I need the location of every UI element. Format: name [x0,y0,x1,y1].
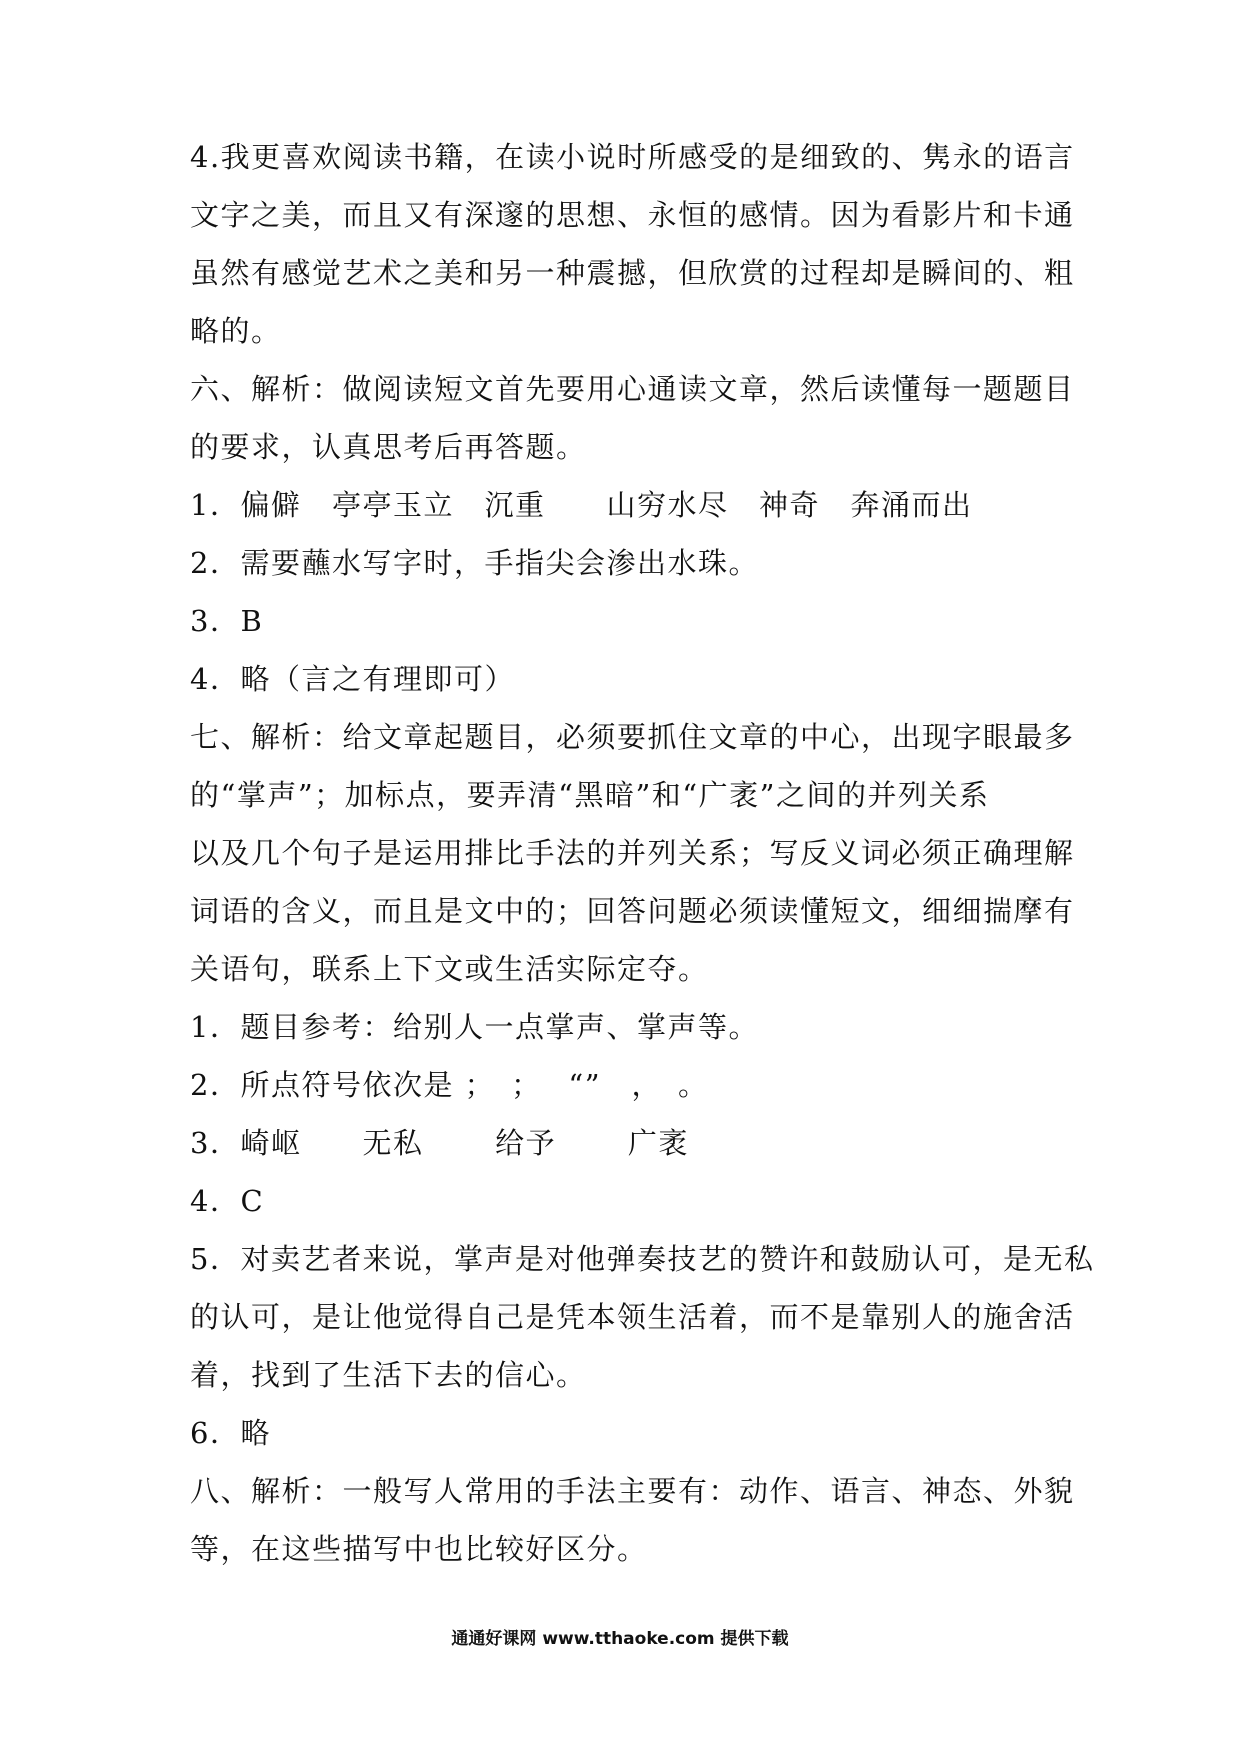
answer-line: 2．需要蘸水写字时，手指尖会渗出水珠。 [190,546,759,580]
answer-line: 3．B [190,604,264,638]
answer-line: 1．偏僻 亭亭玉立 沉重 山穷水尽 神奇 奔涌而出 [190,488,973,522]
answer-line: 4．略（言之有理即可） [190,662,515,696]
answer-line: 4．C [190,1184,265,1218]
text-line: 以及几个句子是运用排比手法的并列关系；写反义词必须正确理解 [190,836,1075,870]
document-body [190,128,1095,1578]
text-line: 文字之美，而且又有深邃的思想、永恒的感情。因为看影片和卡通 [190,198,1075,232]
answer-line: 5．对卖艺者来说，掌声是对他弹奏技艺的赞许和鼓励认可，是无私 [190,1242,1095,1276]
section-heading-eight: 八、解析：一般写人常用的手法主要有：动作、语言、神态、外貌 [190,1474,1075,1508]
section-heading-six: 六、解析：做阅读短文首先要用心通读文章，然后读懂每一题题目 [190,372,1075,406]
text-line: 的认可，是让他觉得自己是凭本领生活着，而不是靠别人的施舍活 [190,1300,1075,1334]
text-line: 4.我更喜欢阅读书籍，在读小说时所感受的是细致的、隽永的语言 [190,140,1075,174]
answer-line: 1．题目参考：给别人一点掌声、掌声等。 [190,1010,759,1044]
text-line: 关语句，联系上下文或生活实际定夺。 [190,952,709,986]
text-line: 的“掌声”；加标点，要弄清“黑暗”和“广袤”之间的并列关系 [190,778,990,812]
text-line: 略的。 [190,314,282,348]
text-line: 词语的含义，而且是文中的；回答问题必须读懂短文，细细揣摩有 [190,894,1075,928]
answer-line: 2．所点符号依次是 ； ； “” ， 。 [190,1068,709,1102]
text-line: 的要求，认真思考后再答题。 [190,430,587,464]
answer-line: 3．崎岖 无私 给予 广袤 [190,1126,689,1160]
text-line: 等，在这些描写中也比较好区分。 [190,1532,648,1566]
text-line: 着，找到了生活下去的信心。 [190,1358,587,1392]
page-footer: 通通好课网 www.tthaoke.com 提供下载 [451,1629,789,1649]
text-line: 虽然有感觉艺术之美和另一种震撼，但欣赏的过程却是瞬间的、粗 [190,256,1075,290]
answer-line: 6．略 [190,1416,271,1450]
section-heading-seven: 七、解析：给文章起题目，必须要抓住文章的中心，出现字眼最多 [190,720,1075,754]
